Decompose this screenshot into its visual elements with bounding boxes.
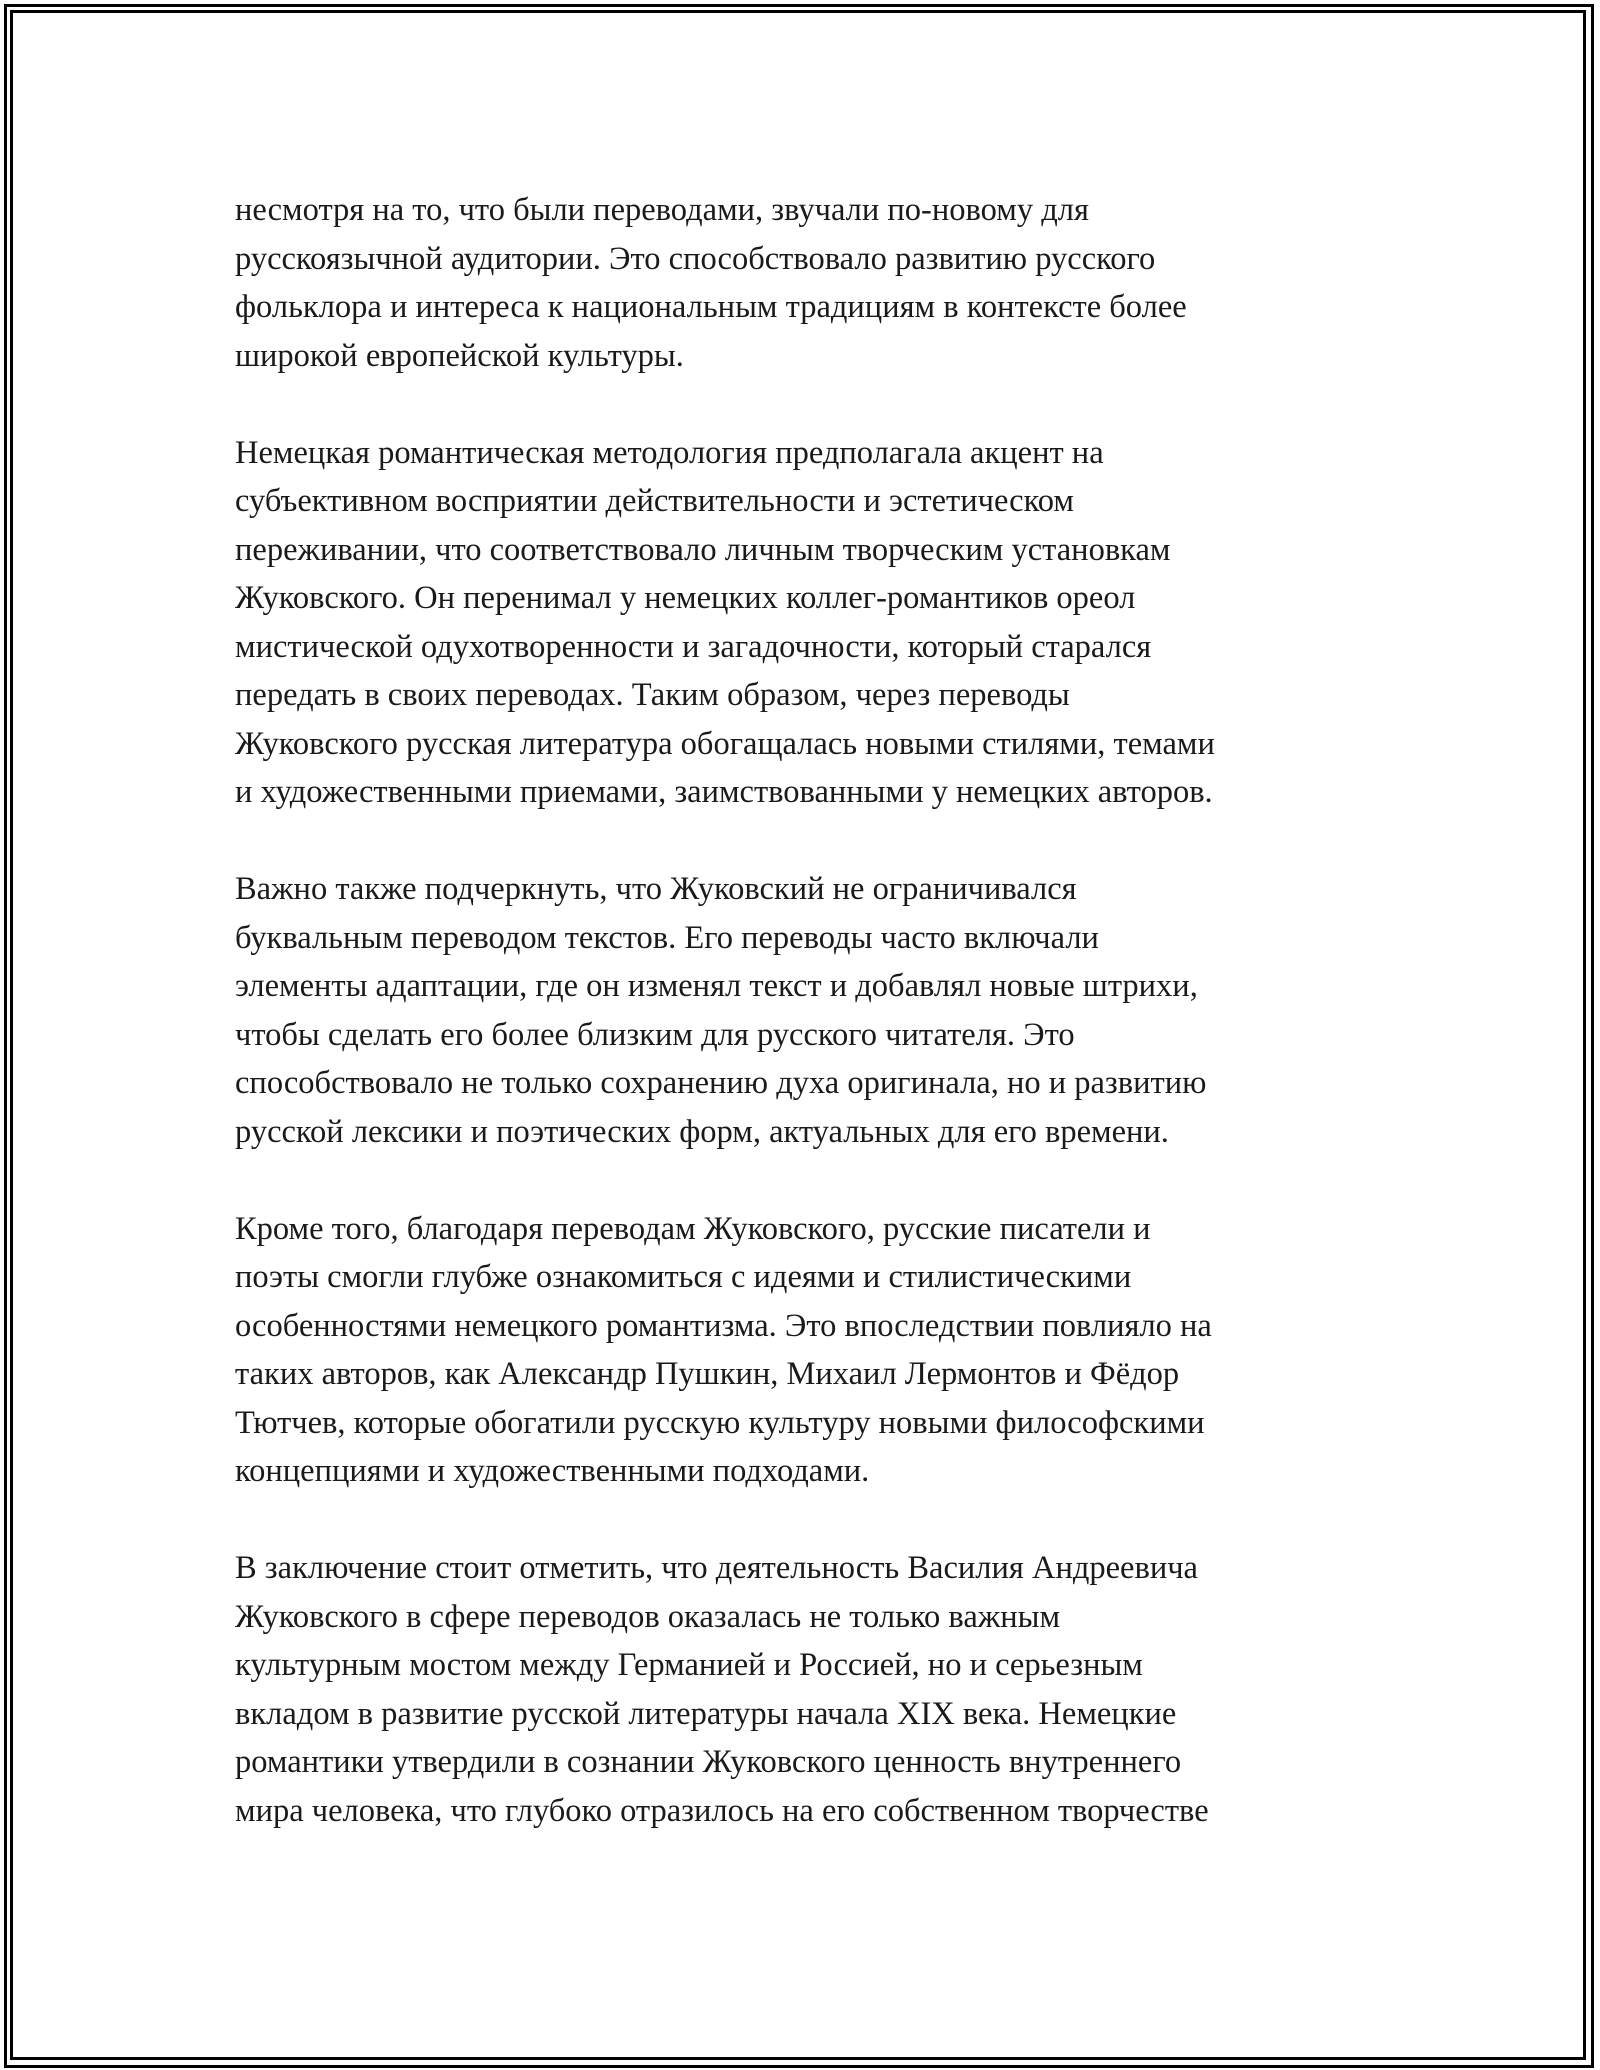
text-line: Важно также подчеркнуть, что Жуковский не ограничивался	[235, 871, 1077, 907]
text-line: романтики утвердили в сознании Жуковского ценность внутреннего	[235, 1744, 1182, 1780]
text-line: Жуковского в сфере переводов оказалась не только важным	[235, 1598, 1061, 1635]
text-line: несмотря на то, что были переводами, звучали по-новому для	[235, 192, 1089, 228]
paragraph-spacer	[235, 1156, 1370, 1205]
text-line: Жуковского русская литература обогащалась новыми стилями, темами	[235, 725, 1215, 762]
text-line: фольклора и интереса к национальным традициям в контексте более	[235, 289, 1187, 325]
text-line: В заключение стоит отметить, что деятельность Василия Андреевича	[235, 1550, 1198, 1586]
text-line: поэты смогли глубже ознакомиться с идеями и стилистическими	[235, 1259, 1132, 1295]
text-line: Немецкая романтическая методология предполагала акцент на	[235, 434, 1104, 471]
paragraph	[235, 186, 1370, 380]
paragraph	[235, 429, 1370, 817]
paragraph	[235, 865, 1370, 1156]
text-line: русскоязычной аудитории. Это способствовало развитию русского	[235, 240, 1156, 277]
text-line: Тютчев, которые обогатили русскую культуру новыми философскими	[235, 1404, 1205, 1441]
text-line: субъективном восприятии действительности и эстетическом	[235, 483, 1074, 519]
text-line: передать в своих переводах. Таким образом, через переводы	[235, 677, 1070, 713]
text-line: мира человека, что глубоко отразилось на его собственном творчестве	[235, 1792, 1209, 1829]
text-line: широкой европейской культуры.	[235, 337, 684, 374]
paragraph-spacer	[235, 380, 1370, 429]
text-line: элементы адаптации, где он изменял текст и добавлял новые штрихи,	[235, 968, 1198, 1004]
text-line: мистической одухотворенности и загадочности, который старался	[235, 628, 1152, 665]
document-body	[235, 186, 1370, 1835]
paragraph-spacer	[235, 817, 1370, 866]
paragraph	[235, 1205, 1370, 1496]
text-line: концепциями и художественными подходами.	[235, 1453, 870, 1489]
text-line: чтобы сделать его более близким для русского читателя. Это	[235, 1016, 1075, 1053]
text-line: таких авторов, как Александр Пушкин, Михаил Лермонтов и Фёдор	[235, 1356, 1180, 1392]
text-line: буквальным переводом текстов. Его переводы часто включали	[235, 919, 1099, 956]
text-line: культурным мостом между Германией и Россией, но и серьезным	[235, 1647, 1143, 1683]
text-line: особенностями немецкого романтизма. Это впоследствии повлияло на	[235, 1307, 1212, 1344]
text-line: переживании, что соответствовало личным творческим установкам	[235, 531, 1171, 568]
text-line: и художественными приемами, заимствованными у немецких авторов.	[235, 774, 1213, 810]
text-line: вкладом в развитие русской литературы начала XIX века. Немецкие	[235, 1695, 1177, 1732]
text-line: Кроме того, благодаря переводам Жуковского, русские писатели и	[235, 1210, 1151, 1247]
text-line: Жуковского. Он перенимал у немецких коллег-романтиков ореол	[235, 580, 1136, 616]
text-line: русской лексики и поэтических форм, актуальных для его времени.	[235, 1113, 1169, 1150]
paragraph-spacer	[235, 1496, 1370, 1545]
text-line: способствовало не только сохранению духа оригинала, но и развитию	[235, 1065, 1207, 1101]
paragraph	[235, 1544, 1370, 1835]
